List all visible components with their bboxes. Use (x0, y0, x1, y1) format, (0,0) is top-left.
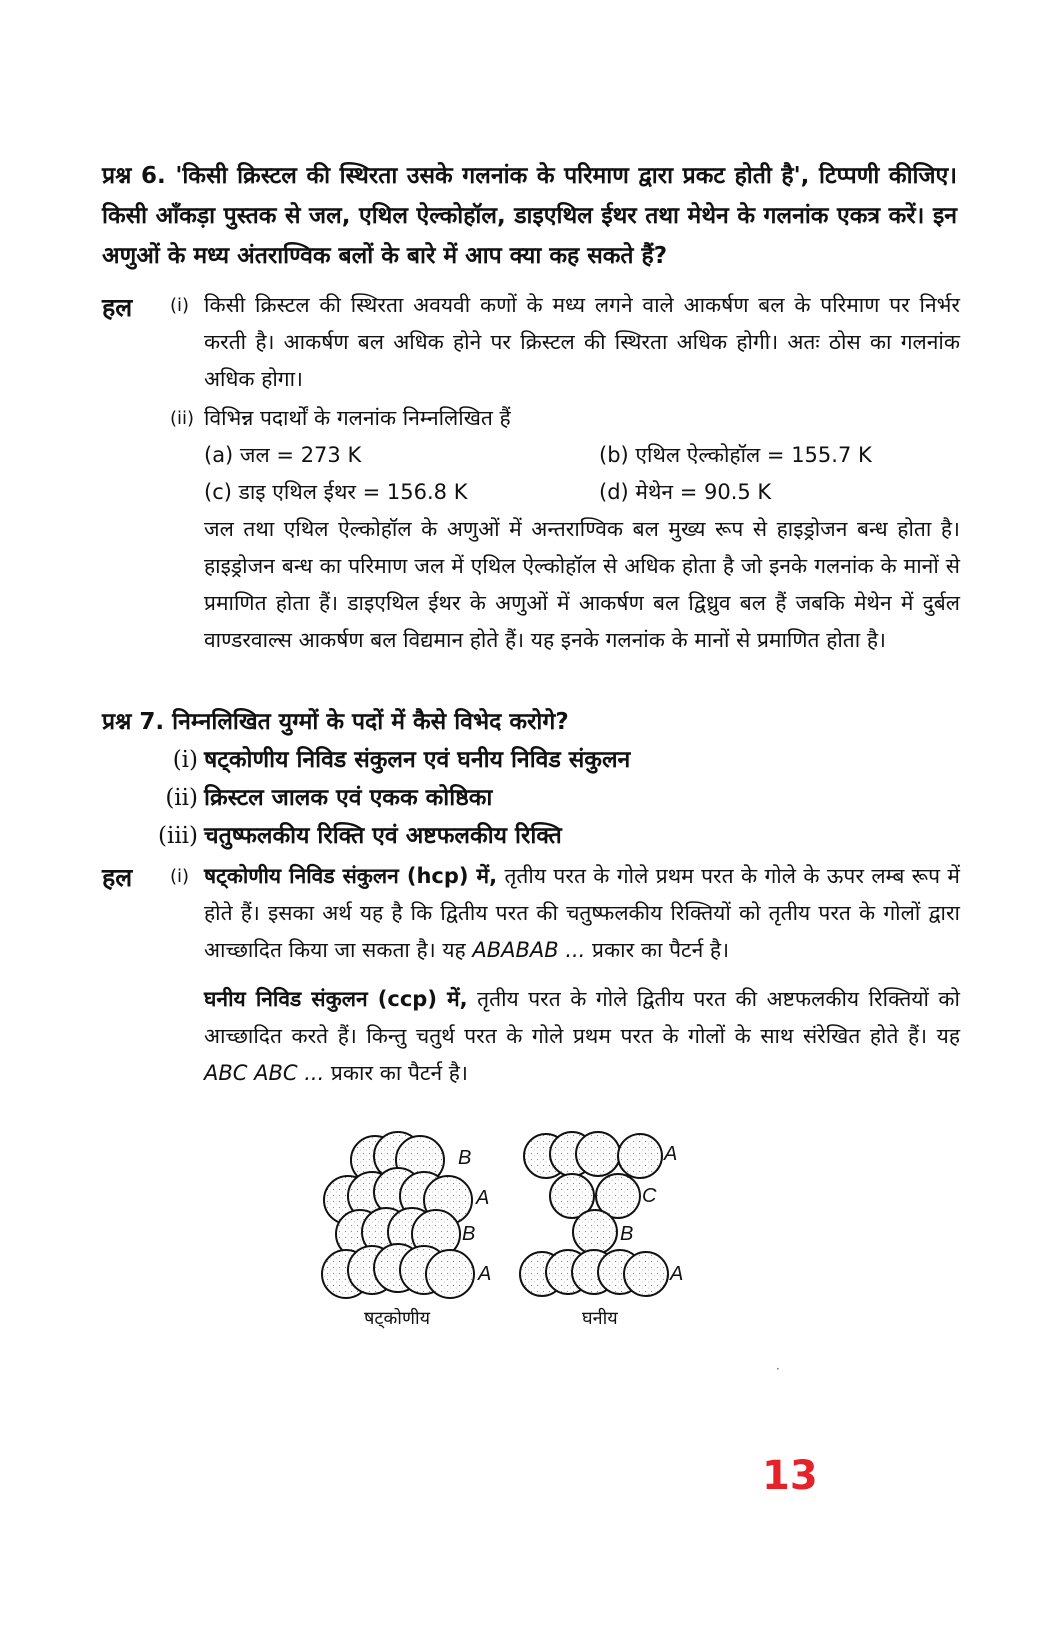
hcp-text: तृतीय परत के गोले प्रथम परत के गोले के ऊपर लम्ब रूप में होते हैं। इसका अर्थ यह है कि द्वितीय परत की चतुष्फलकीय रिक्तियों को तृतीय परत के गोलों द्वारा आच्छादित किया जा सकता है। यह (204, 864, 960, 962)
item-text: चतुष्फलकीय रिक्ति एवं अष्टफलकीय रिक्ति (204, 823, 562, 849)
question-7-item (150, 741, 630, 779)
part-i-number: (i) (170, 866, 190, 887)
sphere (426, 1250, 474, 1298)
hex-caption: षट्कोणीय (364, 1308, 431, 1329)
solution-6-paragraph: जल तथा एथिल ऐल्कोहॉल के अणुओं में अन्तराण्विक बल मुख्य रूप से हाइड्रोजन बन्ध होता है। हाइड्रोजन बन्ध का परिमाण जल में एथिल ऐल्कोहॉल से अधिक होता है जो इनके गलनांक के मानों से प्रमाणित होता हैं। डाइएथिल ईथर के अणुओं में आकर्षण बल द्विध्रुव बल हैं जबकि मेथेन में दुर्बल वाण्डरवाल्स आकर्षण बल विद्यमान होते हैं। यह इनके गलनांक के मानों से प्रमाणित होता है। (204, 517, 960, 652)
cubic-caption: घनीय (582, 1308, 618, 1329)
hexagonal-stack (322, 1132, 474, 1298)
value-ethyl-alcohol: (b) एथिल ऐल्कोहॉल = 155.7 K (599, 443, 872, 467)
hex-layer-label: A (476, 1187, 490, 1209)
solution-6-part-ii (170, 400, 960, 437)
question-6-label: प्रश्न 6. (102, 163, 166, 189)
part-i-text: किसी क्रिस्टल की स्थिरता अवयवी कणों के मध्य लगने वाले आकर्षण बल के परिमाण पर निर्भर करती है। आकर्षण बल अधिक होने पर क्रिस्टल की स्थिरता अधिक होगी। अतः ठोस का गलनांक अधिक होगा। (204, 293, 960, 391)
solution-7-body (170, 858, 960, 1092)
ccp-pattern: ABC ABC ... (204, 1061, 325, 1085)
ccp-term: घनीय निविड संकुलन (ccp) में, (204, 987, 468, 1011)
part-ii-number: (ii) (170, 408, 195, 429)
ccp-end: प्रकार का पैटर्न है। (324, 1061, 468, 1085)
hex-layer-label: B (458, 1147, 472, 1169)
cubic-layer-label: C (642, 1185, 657, 1207)
solution-6-body (170, 287, 960, 659)
hex-layer-label: B (462, 1223, 476, 1245)
ccp-paragraph (204, 981, 960, 1092)
item-number: (i) (172, 747, 198, 773)
part-i-number: (i) (170, 295, 190, 316)
question-6-text: 'किसी क्रिस्टल की स्थिरता उसके गलनांक के परिमाण द्वारा प्रकट होती है', टिप्पणी कीजिए। किसी आँकड़ा पुस्तक से जल, एथिल ऐल्कोहॉल, डाइएथिल ईथर तथा मेथेन के गलनांक एकत्र करें। इन अणुओं के मध्य अंतराण्विक बलों के बारे में आप क्या कह सकते हैं? (102, 163, 957, 269)
item-text: षट्कोणीय निविड संकुलन एवं घनीय निविड संकुलन (204, 747, 631, 773)
question-6 (102, 156, 957, 276)
solution-7-label: हल (102, 863, 133, 892)
value-diethyl-ether: (c) डाइ एथिल ईथर = 156.8 K (204, 480, 468, 504)
page-number: 13 (762, 1453, 818, 1499)
question-7-label: प्रश्न 7. (102, 709, 165, 735)
question-7 (102, 702, 957, 742)
sphere (618, 1134, 662, 1178)
question-7-items (150, 741, 630, 855)
question-7-item (150, 779, 630, 817)
sphere (576, 1132, 620, 1176)
question-7-text: निम्नलिखित युग्मों के पदों में कैसे विभेद करोगे? (172, 709, 569, 735)
cubic-layer-label: B (620, 1223, 634, 1245)
question-7-item (150, 817, 630, 855)
sphere (573, 1210, 617, 1254)
value-water: (a) जल = 273 K (204, 443, 362, 467)
cubic-layer-label: A (670, 1263, 684, 1285)
sphere (624, 1252, 668, 1296)
value-methane: (d) मेथेन = 90.5 K (599, 480, 772, 504)
item-number: (ii) (165, 785, 198, 811)
stray-mark: · (776, 1362, 780, 1376)
melting-point-values (204, 437, 960, 511)
hcp-end: प्रकार का पैटर्न है। (585, 938, 730, 962)
part-ii-text: विभिन्न पदार्थों के गलनांक निम्नलिखित हैं (204, 406, 511, 430)
solution-6-part-i (170, 287, 960, 398)
solution-7-part-i (170, 858, 960, 969)
item-number: (iii) (157, 823, 198, 849)
cubic-stack (520, 1132, 668, 1296)
hcp-pattern: ABABAB ... (472, 938, 586, 962)
ccp-text: तृतीय परत के गोले द्वितीय परत की अष्टफलकीय रिक्तियों को आच्छादित करते हैं। किन्तु चतुर्थ परत के गोले प्रथम परत के गोलों के साथ संरेखित होते हैं। यह (204, 987, 960, 1048)
solution-6-label: हल (102, 293, 133, 322)
hcp-term: षट्कोणीय निविड संकुलन (hcp) में, (204, 864, 498, 888)
packing-figure (320, 1128, 720, 1343)
cubic-layer-label: A (664, 1143, 678, 1165)
hcp-paragraph (204, 858, 960, 969)
item-text: क्रिस्टल जालक एवं एकक कोष्ठिका (204, 785, 493, 811)
hex-layer-label: A (478, 1263, 492, 1285)
